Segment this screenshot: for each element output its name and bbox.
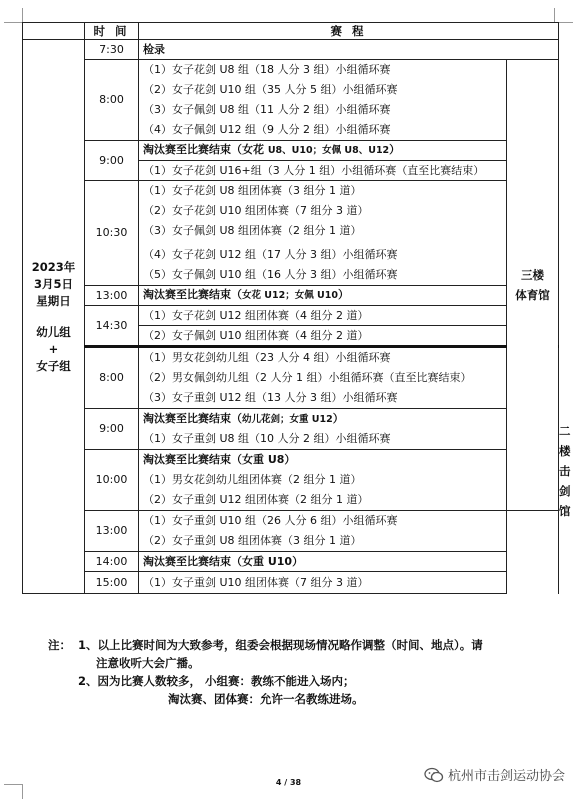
group-plus: + [48,341,59,356]
checkin-row: 检录 [139,40,559,60]
time-cell: 9:00 [85,409,139,450]
time-cell: 9:00 [85,141,139,181]
date-block [23,40,85,594]
knockout-row: 淘汰赛至比赛结束（女花 U8、U10；女佩 U8、U12） [139,141,507,161]
event-section [139,450,507,511]
watermark-text: 杭州市击剑运动协会 [447,769,565,784]
event-line: （2）男女佩剑幼儿组（2 人分 1 组）小组循环赛（直至比赛结束） [143,371,472,384]
event-line: （1）男女花剑幼儿组（23 人分 4 组）小组循环赛 [143,351,391,364]
time-cell: 10:30 [85,181,139,286]
date-year: 2023年 [31,259,76,274]
time-cell: 8:00 [85,347,139,409]
note-2-line-1: 2、因为比赛人数较多， 小组赛：教练不能进入场内； [78,674,355,688]
header-blank [23,23,85,40]
note-1-line-1: 注： 1、以上比赛时间为大致参考，组委会根据现场情况略作调整（时间、地点）。请 [48,638,483,652]
venue-name: 体育馆 [515,288,550,302]
event-line: （5）女子佩剑 U10 组（16 人分 3 组）小组循环赛 [143,268,398,281]
event-line: （1）女子重剑 U8 组（10 人分 2 组）小组循环赛 [143,432,391,445]
event-section [139,511,507,552]
event-line: （1）女子花剑 U12 组团体赛（4 组分 2 道） [139,306,507,326]
note-2-line-2: 淘汰赛、团体赛：允许一名教练进场。 [168,692,364,706]
time-cell: 10:00 [85,450,139,511]
event-section [139,409,507,450]
header-schedule: 赛 程 [139,23,559,40]
time-cell: 14:00 [85,552,139,572]
event-line: （1）女子花剑 U8 组（18 人分 3 组）小组循环赛 [143,63,391,76]
knockout-row: 淘汰赛至比赛结束（女重 U8） [143,453,296,466]
event-line: （4）女子佩剑 U12 组（9 人分 2 组）小组循环赛 [143,123,391,136]
event-line: （1）女子重剑 U10 组（26 人分 6 组）小组循环赛 [143,514,398,527]
group-women: 女子组 [36,358,71,373]
event-line: （2）女子重剑 U8 组团体赛（3 组分 1 道） [143,534,362,547]
time-cell: 13:00 [85,286,139,306]
knockout-row: 淘汰赛至比赛结束（女重 U10） [139,552,507,572]
event-line: （3）女子重剑 U12 组（13 人分 3 组）小组循环赛 [143,391,398,404]
event-line: （2）女子重剑 U12 组团体赛（2 组分 1 道） [143,493,369,506]
date-day: 3月5日 [33,276,73,291]
venue-floor: 三楼 [521,268,544,282]
time-cell: 15:00 [85,572,139,594]
watermark [424,765,565,784]
event-line: （2）女子佩剑 U10 组团体赛（4 组分 2 道） [139,326,507,347]
schedule-table: 时 间 赛 程 2023年 3月5日 星期日 幼儿组 + 女子组 7:30 检录 8:00 （1）女子花剑 U8 组（18 人分 3 组）小组循环赛 （2）女子花剑 U10 组（35 人分 5 组）小组循环赛 （3）女子佩剑 U8 组（11 人分 2 组）小组循环赛 （4）女子佩剑 U12 组（9 人分 2 组）小组循环赛 三楼 体育馆 9:00 淘汰赛至比赛结束（女花 U8、U10；女佩 U8、U12） （1）女子花剑 U16+组（3 人分 1 组）小组循环赛（直至比赛结束） 10:30 （1）女子花剑 U8 组团体赛（3 组分 1 道） （2）女子花剑 U10 组团体赛（7 组分 3 道） （3）女子佩剑 U8 组团体赛（2 组分 1 道） （4）女子花剑 U12 组（17 人分 3 组）小组循环赛 （5）女子佩剑 U10 组（16 人分 3 组）小组循环赛 13:00 淘汰赛至比赛结束（女花 U12；女佩 U10） 14:30 （1）女子花剑 U12 组团体赛（4 组分 2 道） （2）女子佩剑 U10 组团体赛（4 组分 2 道） 8:00 （1）男女花剑幼儿组（23 人分 4 组）小组循环赛 （2）男女佩剑幼儿组（2 人分 1 组）小组循环赛（直至比赛结束） （3）女子重剑 U12 组（13 人分 3 组）小组循环赛 二楼 击剑馆 9:00 淘汰赛至比赛结束（幼儿花剑；女重 U12） （1）女子重剑 U8 组（10 人分 2 组）小组循环赛 10:00 淘汰赛至比赛结束（女重 U8） （1）男女花剑幼儿组团体赛（2 组分 1 道） （2）女子重剑 U12 组团体赛（2 组分 1 道） 13:00 （1）女子重剑 U10 组（26 人分 6 组）小组循环赛 （2）女子重剑 U8 组团体赛（3 组分 1 道） 14:00 淘汰赛至比赛结束（女重 U10） 15:00 （1）女子重剑 U10 组团体赛（7 组分 3 道） [22,22,559,594]
event-line: （1）女子花剑 U8 组团体赛（3 组分 1 道） [143,184,362,197]
event-line: （3）女子佩剑 U8 组（11 人分 2 组）小组循环赛 [143,103,391,116]
time-cell: 7:30 [85,40,139,60]
event-line: （4）女子花剑 U12 组（17 人分 3 组）小组循环赛 [143,248,398,261]
time-cell: 13:00 [85,511,139,552]
notes-label: 注： [48,638,71,652]
knockout-row: 淘汰赛至比赛结束（幼儿花剑；女重 U12） [143,412,344,425]
wechat-icon [424,767,444,783]
corner-mark-top-right [554,8,573,23]
event-section [139,347,507,409]
event-line: （1）女子花剑 U16+组（3 人分 1 组）小组循环赛（直至比赛结束） [139,161,507,181]
time-cell: 14:30 [85,306,139,347]
venue-gymnasium [507,60,559,511]
event-section [139,181,507,286]
page-number: 4 / 38 [275,778,302,787]
event-line: （3）女子佩剑 U8 组团体赛（2 组分 1 道） [143,224,362,237]
corner-mark-top-left [4,8,23,23]
event-section [139,60,507,141]
event-line: （1）男女花剑幼儿组团体赛（2 组分 1 道） [143,473,362,486]
group-infant: 幼儿组 [36,324,71,339]
header-time: 时 间 [85,23,139,40]
event-line: （2）女子花剑 U10 组（35 人分 5 组）小组循环赛 [143,83,398,96]
knockout-row: 淘汰赛至比赛结束（女花 U12；女佩 U10） [139,286,507,306]
event-line: （1）女子重剑 U10 组团体赛（7 组分 3 道） [139,572,507,594]
date-weekday: 星期日 [36,293,71,308]
note-1-line-2: 注意收听大会广播。 [96,656,200,670]
time-cell: 8:00 [85,60,139,141]
event-line: （2）女子花剑 U10 组团体赛（7 组分 3 道） [143,204,369,217]
notes-section [48,636,483,708]
